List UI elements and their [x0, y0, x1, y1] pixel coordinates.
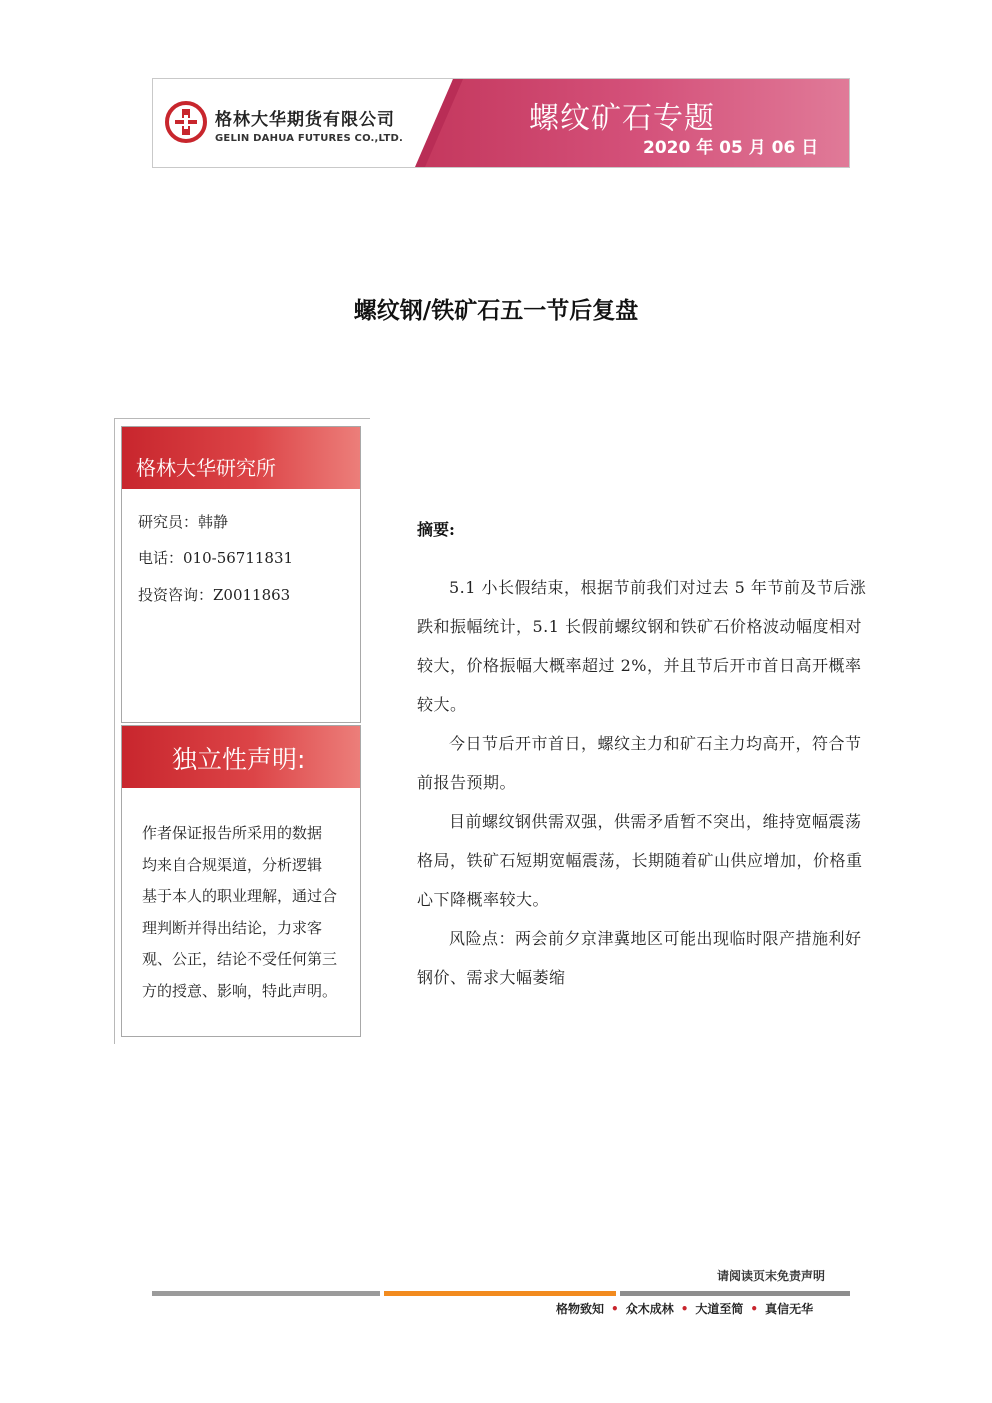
report-date: 2020 年 05 月 06 日: [643, 138, 819, 158]
company-name-en: GELIN DAHUA FUTURES CO.,LTD.: [215, 133, 403, 144]
motto: 大道至简: [695, 1302, 744, 1316]
abstract-paragraph: 目前螺纹钢供需双强，供需矛盾暂不突出，维持宽幅震荡格局，铁矿石短期宽幅震荡，长期随着矿山供应增加，价格重心下降概率较大。: [417, 812, 863, 909]
institute-title: 格林大华研究所: [136, 456, 276, 480]
declaration-text: [142, 818, 348, 1007]
report-title: 螺纹钢/铁矿石五一节后复盘: [353, 297, 639, 324]
risk-paragraph: 风险点：两会前夕京津冀地区可能出现临时限产措施利好钢价、需求大幅萎缩: [417, 929, 862, 987]
abstract-label: 摘要:: [417, 520, 455, 539]
footer-bar-gray: [152, 1291, 380, 1296]
disclaimer-notice: 请阅读页末免责声明: [717, 1269, 826, 1283]
declaration-line: 理判断并得出结论，力求客: [142, 918, 323, 937]
declaration-line: 方的授意、影响，特此声明。: [142, 981, 338, 1000]
motto: 格物致知: [556, 1302, 605, 1316]
license-number: 投资咨询：Z0011863: [138, 586, 291, 604]
company-logo-icon: [165, 101, 207, 143]
bullet-icon: •: [611, 1301, 619, 1316]
header-banner: [152, 78, 850, 168]
abstract-paragraph: 今日节后开市首日，螺纹主力和矿石主力均高开，符合节前报告预期。: [417, 734, 862, 792]
declaration-line: 作者保证报告所采用的数据: [142, 824, 323, 842]
bullet-icon: •: [750, 1301, 759, 1316]
institute-header: [122, 427, 360, 489]
declaration-header: [122, 726, 360, 788]
declaration-line: 观、公正，结论不受任何第三: [142, 950, 338, 968]
institute-box: [121, 426, 361, 723]
phone-number: 电话：010-56711831: [138, 549, 294, 567]
declaration-title: 独立性声明:: [172, 745, 306, 774]
researcher-name: 研究员：韩静: [138, 513, 229, 531]
motto: 众木成林: [625, 1302, 674, 1316]
footer-mottos: [556, 1300, 813, 1317]
declaration-line: 均来自合规渠道，分析逻辑: [142, 855, 323, 874]
sidebar-divider-left: [114, 418, 115, 1044]
footer-bar-gray-right: [620, 1291, 850, 1296]
topic-title: 螺纹矿石专题: [529, 101, 715, 136]
motto: 真信无华: [765, 1302, 814, 1316]
company-name-cn: 格林大华期货有限公司: [215, 110, 395, 130]
bullet-icon: •: [680, 1301, 689, 1316]
declaration-line: 基于本人的职业理解，通过合: [142, 887, 338, 905]
abstract-paragraph: 5.1 小长假结束，根据节前我们对过去 5 年节前及节后涨跌和振幅统计，5.1 长假前螺纹钢和铁矿石价格波动幅度相对较大，价格振幅大概率超过 2%，并且节后开市首日高开概率较大。: [417, 578, 867, 714]
footer-bar-orange: [384, 1291, 616, 1296]
sidebar-divider-top: [114, 418, 370, 419]
